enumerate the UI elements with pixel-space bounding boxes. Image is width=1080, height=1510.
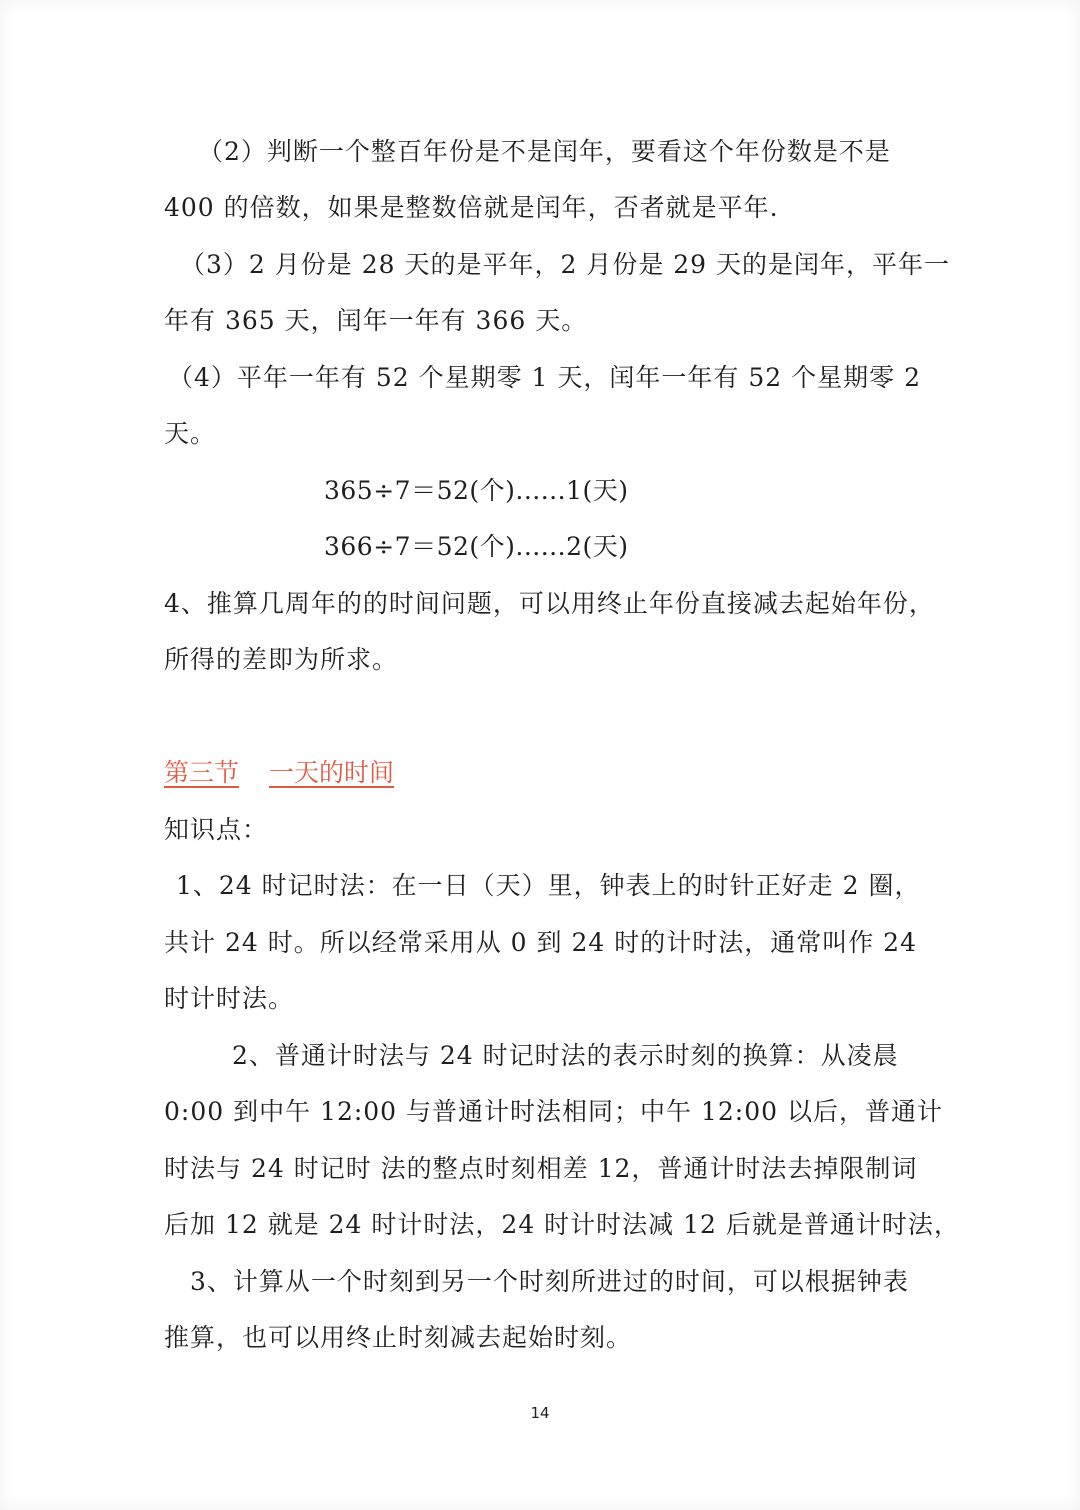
equation: 365÷7＝52(个)......1(天) [324,476,629,505]
section-number: 第三节 [164,758,240,787]
text-line: （4）平年一年有 52 个星期零 1 天，闰年一年有 52 个星期零 2 [168,363,921,392]
text-line: 所得的差即为所求。 [164,645,399,674]
text-line: 推算，也可以用终止时刻减去起始时刻。 [164,1323,633,1352]
text-line: 1、24 时记时法：在一日（天）里，钟表上的时针正好走 2 圈， [176,871,921,900]
text-line: 后加 12 就是 24 时计时法，24 时计时法减 12 后就是普通计时法， [164,1210,960,1239]
text-line: 时计时法。 [164,984,295,1013]
text-line: （3）2 月份是 28 天的是平年，2 月份是 29 天的是闰年，平年一 [180,250,951,279]
section-heading [164,757,394,789]
text-line: 天。 [164,419,217,448]
text-line: 共计 24 时。所以经常采用从 0 到 24 时的计时法，通常叫作 24 [164,928,917,957]
text-line: （2）判断一个整百年份是不是闰年，要看这个年份数是不是 [198,137,891,166]
text-line: 4、推算几周年的的时间问题，可以用终止年份直接减去起始年份， [164,589,935,618]
section-title: 一天的时间 [269,758,395,787]
text-line: 3、计算从一个时刻到另一个时刻所进过的时间，可以根据钟表 [190,1267,909,1296]
text-line: 时法与 24 时记时 法的整点时刻相差 12，普通计时法去掉限制词 [164,1154,918,1183]
text-line: 2、普通计时法与 24 时记时法的表示时刻的换算：从凌晨 [232,1041,899,1070]
text-line: 0:00 到中午 12:00 与普通计时法相同；中午 12:00 以后，普通计 [164,1097,943,1126]
knowledge-label: 知识点： [164,815,269,844]
equation: 366÷7＝52(个)......2(天) [324,532,629,561]
text-line: 400 的倍数，如果是整数倍就是闰年，否者就是平年. [164,193,779,222]
text-line: 年有 365 天，闰年一年有 366 天。 [164,306,588,335]
page-number: 14 [530,1404,550,1422]
